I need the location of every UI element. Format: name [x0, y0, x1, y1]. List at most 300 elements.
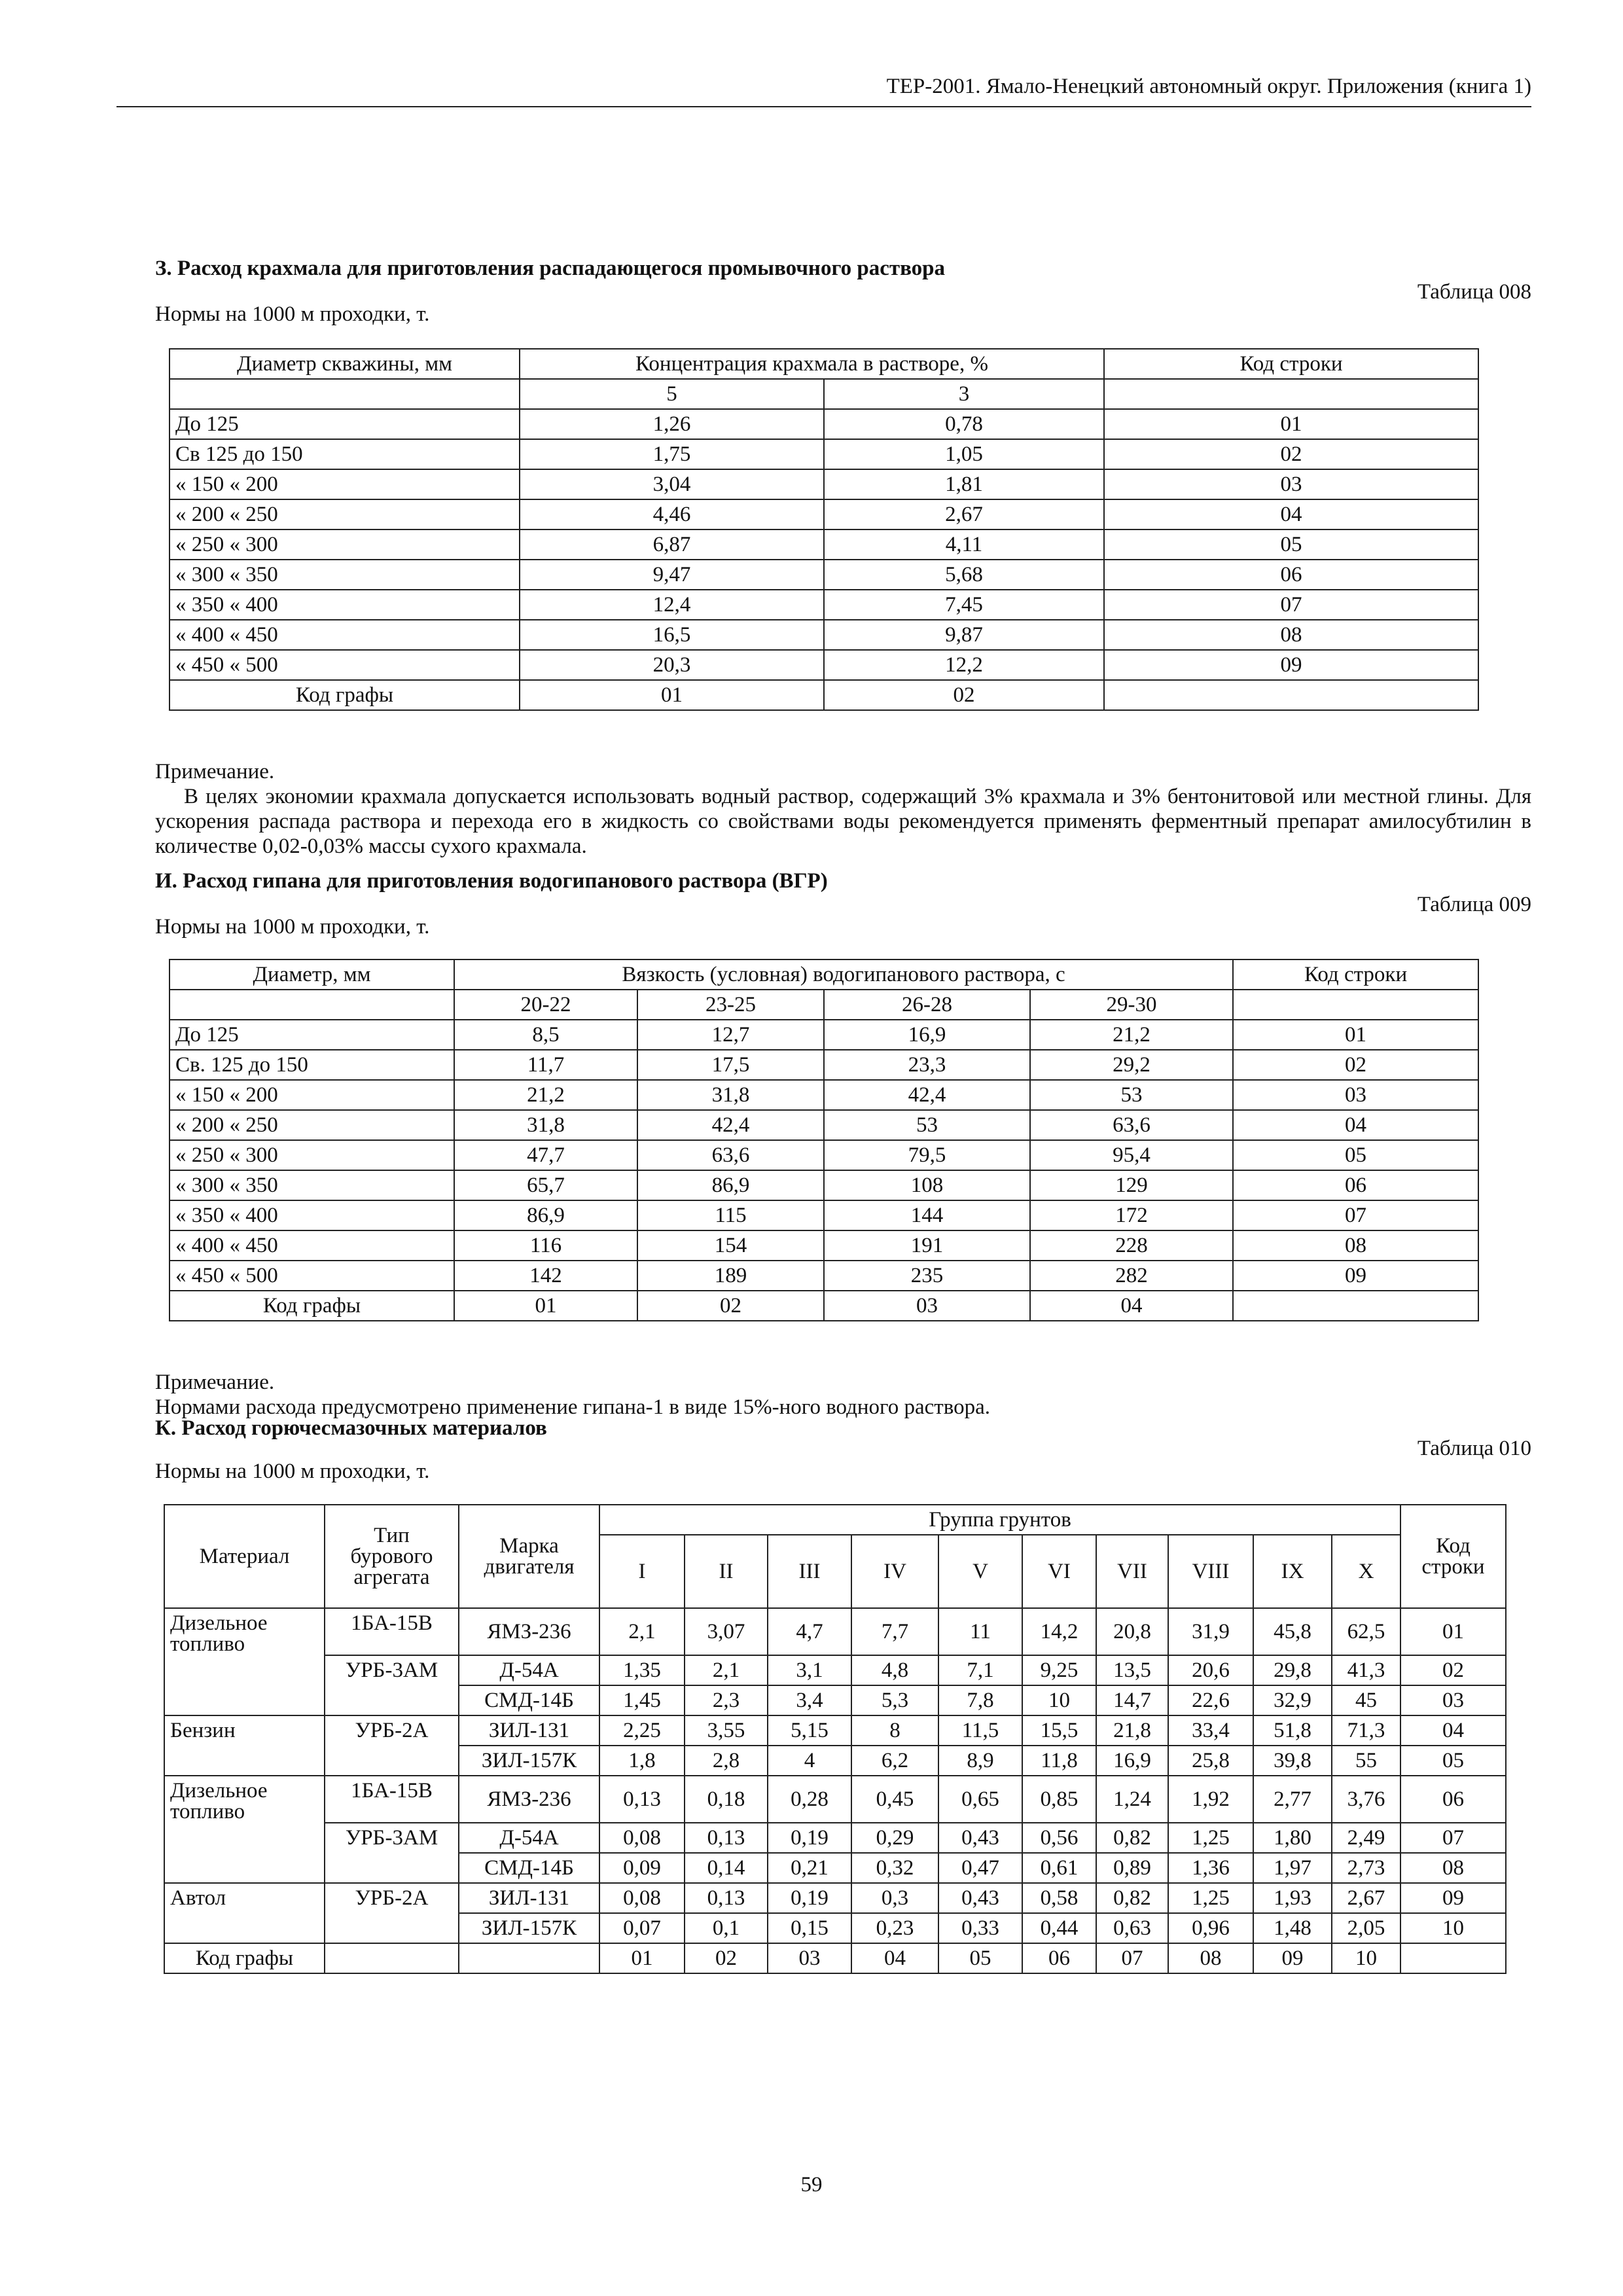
note-title: Примечание.	[155, 1371, 275, 1394]
cell-value: 4,8	[851, 1655, 938, 1685]
cell-value: 86,9	[637, 1170, 824, 1200]
cell-value: 0,3	[851, 1883, 938, 1913]
cell-value: 45,8	[1253, 1608, 1332, 1655]
cell-code: 01	[1233, 1020, 1478, 1050]
header-cell-diameter: Диаметр, мм	[169, 960, 454, 990]
cell-value: 1,26	[520, 409, 824, 439]
footer-code: 03	[824, 1291, 1030, 1321]
header-cell-empty	[169, 990, 454, 1020]
cell-value: 191	[824, 1230, 1030, 1261]
table-row	[169, 1230, 1478, 1261]
cell-value: 0,29	[851, 1823, 938, 1853]
cell-value: 0,13	[599, 1776, 685, 1823]
table-row	[169, 1050, 1478, 1080]
cell-value: 20,3	[520, 650, 824, 680]
row-diameter: « 150 « 200	[169, 469, 520, 499]
section-z-note	[155, 759, 1531, 859]
footer-label: Код графы	[169, 680, 520, 710]
row-diameter: « 250 « 300	[169, 529, 520, 560]
cell-value: 20,6	[1168, 1655, 1253, 1685]
cell-material: Дизельное топливо	[164, 1608, 325, 1715]
cell-engine: Д-54А	[459, 1655, 599, 1685]
cell-value: 228	[1030, 1230, 1233, 1261]
cell-value: 39,8	[1253, 1746, 1332, 1776]
note-text: Нормами расхода предусмотрено применение гипана-1 в виде 15%-ного водного раствора.	[155, 1395, 990, 1419]
cell-value: 0,43	[938, 1883, 1022, 1913]
row-diameter: « 450 « 500	[169, 650, 520, 680]
cell-engine: Д-54А	[459, 1823, 599, 1853]
cell-value: 53	[1030, 1080, 1233, 1110]
cell-value: 0,61	[1022, 1853, 1096, 1883]
cell-value: 53	[824, 1110, 1030, 1140]
cell-engine: ЗИЛ-157К	[459, 1913, 599, 1943]
cell-value: 0,56	[1022, 1823, 1096, 1853]
cell-value: 14,7	[1096, 1685, 1168, 1715]
cell-value: 55	[1332, 1746, 1400, 1776]
cell-value: 31,8	[454, 1110, 637, 1140]
cell-value: 2,73	[1332, 1853, 1400, 1883]
cell-value: 0,33	[938, 1913, 1022, 1943]
cell-value: 3,55	[685, 1715, 768, 1746]
table-row	[169, 590, 1478, 620]
row-diameter: « 350 « 400	[169, 590, 520, 620]
cell-code: 05	[1104, 529, 1478, 560]
cell-value: 5,3	[851, 1685, 938, 1715]
cell-value: 0,85	[1022, 1776, 1096, 1823]
cell-value: 95,4	[1030, 1140, 1233, 1170]
footer-code: 07	[1096, 1943, 1168, 1973]
table-row	[169, 1110, 1478, 1140]
cell-rig: УРБ-2А	[325, 1715, 459, 1776]
cell-value: 15,5	[1022, 1715, 1096, 1746]
page-header	[116, 73, 1531, 107]
cell-value: 0,82	[1096, 1883, 1168, 1913]
cell-value: 0,09	[599, 1853, 685, 1883]
footer-label: Код графы	[164, 1943, 325, 1973]
table-row	[169, 529, 1478, 560]
cell-value: 31,8	[637, 1080, 824, 1110]
cell-value: 12,4	[520, 590, 824, 620]
cell-engine: ЯМЗ-236	[459, 1776, 599, 1823]
table-row	[169, 409, 1478, 439]
cell-value: 0,28	[768, 1776, 851, 1823]
cell-value: 4	[768, 1746, 851, 1776]
cell-value: 16,5	[520, 620, 824, 650]
cell-engine: ЯМЗ-236	[459, 1608, 599, 1655]
footer-code: 08	[1168, 1943, 1253, 1973]
cell-value: 4,46	[520, 499, 824, 529]
cell-value: 71,3	[1332, 1715, 1400, 1746]
cell-value: 0,15	[768, 1913, 851, 1943]
cell-value: 3,76	[1332, 1776, 1400, 1823]
note-text: В целях экономии крахмала допускается использовать водный раствор, содержащий 3% крахмала и 3% бентонитовой или местной глины. Для ускорения распада раствора и перехода его в жидкость со свойствами воды рекомендуется применять ферментный препарат амилосубтилин в количестве 0,02-0,03% массы сухого крахмала.	[155, 785, 1531, 858]
cell-engine: СМД-14Б	[459, 1685, 599, 1715]
cell-code: 10	[1400, 1913, 1506, 1943]
cell-material: Бензин	[164, 1715, 325, 1776]
table-row	[169, 499, 1478, 529]
cell-rig: УРБ-2А	[325, 1883, 459, 1943]
cell-value: 1,48	[1253, 1913, 1332, 1943]
cell-value: 10	[1022, 1685, 1096, 1715]
table-row	[169, 1291, 1478, 1321]
cell-value: 0,78	[824, 409, 1104, 439]
table-row	[169, 1080, 1478, 1110]
table-row	[164, 1505, 1506, 1535]
header-cell-engine: Марка двигателя	[459, 1505, 599, 1608]
page-number: 59	[800, 2173, 823, 2197]
footer-code: 02	[637, 1291, 824, 1321]
table-008	[169, 348, 1479, 711]
table-row	[164, 1715, 1506, 1746]
cell-value: 7,7	[851, 1608, 938, 1655]
cell-value: 13,5	[1096, 1655, 1168, 1685]
cell-code: 02	[1104, 439, 1478, 469]
cell-value: 8,5	[454, 1020, 637, 1050]
header-cell-diameter: Диаметр скважины, мм	[169, 349, 520, 379]
cell-value: 22,6	[1168, 1685, 1253, 1715]
table-row	[169, 650, 1478, 680]
cell-value: 45	[1332, 1685, 1400, 1715]
cell-value: 86,9	[454, 1200, 637, 1230]
cell-value: 6,87	[520, 529, 824, 560]
header-cell-v3: 26-28	[824, 990, 1030, 1020]
section-k-title: К. Расход горючесмазочных материалов	[155, 1416, 547, 1440]
cell-value: 9,25	[1022, 1655, 1096, 1685]
cell-code: 01	[1400, 1608, 1506, 1655]
header-cell-v4: 29-30	[1030, 990, 1233, 1020]
cell-value: 108	[824, 1170, 1030, 1200]
cell-code: 04	[1400, 1715, 1506, 1746]
cell-value: 0,18	[685, 1776, 768, 1823]
cell-value: 31,9	[1168, 1608, 1253, 1655]
header-cell-viscosity: Вязкость (условная) водогипанового раствора, с	[454, 960, 1233, 990]
cell-value: 129	[1030, 1170, 1233, 1200]
cell-code: 09	[1233, 1261, 1478, 1291]
cell-value: 1,25	[1168, 1883, 1253, 1913]
cell-value: 20,8	[1096, 1608, 1168, 1655]
header-cell-v1: 20-22	[454, 990, 637, 1020]
table-row	[169, 439, 1478, 469]
cell-value: 9,47	[520, 560, 824, 590]
cell-value: 47,7	[454, 1140, 637, 1170]
cell-value: 5,68	[824, 560, 1104, 590]
row-diameter: До 125	[169, 409, 520, 439]
cell-value: 0,89	[1096, 1853, 1168, 1883]
cell-value: 62,5	[1332, 1608, 1400, 1655]
cell-value: 11,7	[454, 1050, 637, 1080]
cell-value: 17,5	[637, 1050, 824, 1080]
cell-value: 0,08	[599, 1823, 685, 1853]
table-row	[169, 1020, 1478, 1050]
cell-value: 0,45	[851, 1776, 938, 1823]
cell-value: 8	[851, 1715, 938, 1746]
header-cell-group: VI	[1022, 1535, 1096, 1608]
cell-value: 1,36	[1168, 1853, 1253, 1883]
footer-empty	[1400, 1943, 1506, 1973]
cell-code: 03	[1104, 469, 1478, 499]
footer-code: 02	[685, 1943, 768, 1973]
cell-value: 0,07	[599, 1913, 685, 1943]
cell-value: 14,2	[1022, 1608, 1096, 1655]
cell-value: 4,11	[824, 529, 1104, 560]
section-i-title: И. Расход гипана для приготовления водогипанового раствора (ВГР)	[155, 869, 828, 893]
cell-value: 0,08	[599, 1883, 685, 1913]
cell-value: 1,25	[1168, 1823, 1253, 1853]
cell-value: 0,58	[1022, 1883, 1096, 1913]
cell-code: 09	[1104, 650, 1478, 680]
row-diameter: Св 125 до 150	[169, 439, 520, 469]
table-row	[169, 680, 1478, 710]
table-row	[169, 960, 1478, 990]
cell-value: 1,97	[1253, 1853, 1332, 1883]
cell-value: 116	[454, 1230, 637, 1261]
row-diameter: « 350 « 400	[169, 1200, 454, 1230]
cell-code: 03	[1400, 1685, 1506, 1715]
footer-code: 01	[599, 1943, 685, 1973]
row-diameter: Св. 125 до 150	[169, 1050, 454, 1080]
cell-value: 235	[824, 1261, 1030, 1291]
header-cell-group: IV	[851, 1535, 938, 1608]
cell-value: 2,3	[685, 1685, 768, 1715]
cell-code: 08	[1233, 1230, 1478, 1261]
row-diameter: « 200 « 250	[169, 1110, 454, 1140]
cell-value: 33,4	[1168, 1715, 1253, 1746]
cell-value: 7,45	[824, 590, 1104, 620]
cell-code: 01	[1104, 409, 1478, 439]
table-010-label: Таблица 010	[1417, 1437, 1531, 1460]
cell-value: 8,9	[938, 1746, 1022, 1776]
cell-value: 0,13	[685, 1823, 768, 1853]
cell-value: 0,23	[851, 1913, 938, 1943]
cell-value: 7,8	[938, 1685, 1022, 1715]
cell-code: 04	[1104, 499, 1478, 529]
section-k-norms: Нормы на 1000 м проходки, т.	[155, 1460, 430, 1483]
cell-value: 0,1	[685, 1913, 768, 1943]
header-cell-group: II	[685, 1535, 768, 1608]
section-z-norms: Нормы на 1000 м проходки, т.	[155, 302, 430, 326]
cell-value: 0,21	[768, 1853, 851, 1883]
cell-value: 12,2	[824, 650, 1104, 680]
cell-value: 0,19	[768, 1823, 851, 1853]
cell-value: 21,2	[454, 1080, 637, 1110]
cell-code: 07	[1104, 590, 1478, 620]
header-cell-group: III	[768, 1535, 851, 1608]
header-cell-empty	[1233, 990, 1478, 1020]
cell-value: 144	[824, 1200, 1030, 1230]
cell-value: 0,19	[768, 1883, 851, 1913]
cell-value: 0,47	[938, 1853, 1022, 1883]
cell-value: 0,82	[1096, 1823, 1168, 1853]
cell-value: 0,65	[938, 1776, 1022, 1823]
cell-value: 3,1	[768, 1655, 851, 1685]
cell-value: 29,2	[1030, 1050, 1233, 1080]
footer-code: 06	[1022, 1943, 1096, 1973]
header-cell-concentration: Концентрация крахмала в растворе, %	[520, 349, 1104, 379]
cell-code: 03	[1233, 1080, 1478, 1110]
cell-value: 142	[454, 1261, 637, 1291]
cell-value: 42,4	[637, 1110, 824, 1140]
cell-code: 02	[1233, 1050, 1478, 1080]
cell-value: 11,8	[1022, 1746, 1096, 1776]
table-010	[164, 1504, 1507, 1974]
cell-material: Дизельное топливо	[164, 1776, 325, 1883]
table-row	[169, 1140, 1478, 1170]
cell-code: 07	[1233, 1200, 1478, 1230]
table-row	[169, 990, 1478, 1020]
cell-value: 0,63	[1096, 1913, 1168, 1943]
header-cell-group: VIII	[1168, 1535, 1253, 1608]
footer-empty	[459, 1943, 599, 1973]
cell-value: 1,35	[599, 1655, 685, 1685]
table-row	[169, 1261, 1478, 1291]
table-row	[169, 379, 1478, 409]
header-cell-group: I	[599, 1535, 685, 1608]
cell-code: 02	[1400, 1655, 1506, 1685]
cell-value: 2,1	[599, 1608, 685, 1655]
cell-value: 1,45	[599, 1685, 685, 1715]
cell-value: 3,04	[520, 469, 824, 499]
cell-code: 08	[1400, 1853, 1506, 1883]
table-row	[164, 1608, 1506, 1655]
cell-value: 0,32	[851, 1853, 938, 1883]
cell-value: 63,6	[637, 1140, 824, 1170]
row-diameter: « 400 « 450	[169, 620, 520, 650]
cell-value: 2,05	[1332, 1913, 1400, 1943]
cell-code: 05	[1233, 1140, 1478, 1170]
footer-code: 03	[768, 1943, 851, 1973]
row-diameter: « 250 « 300	[169, 1140, 454, 1170]
header-cell-c3: 3	[824, 379, 1104, 409]
cell-value: 154	[637, 1230, 824, 1261]
cell-value: 7,1	[938, 1655, 1022, 1685]
table-row	[169, 1200, 1478, 1230]
cell-value: 3,07	[685, 1608, 768, 1655]
row-diameter: « 150 « 200	[169, 1080, 454, 1110]
cell-value: 23,3	[824, 1050, 1030, 1080]
footer-empty	[1104, 680, 1478, 710]
row-diameter: До 125	[169, 1020, 454, 1050]
cell-value: 2,25	[599, 1715, 685, 1746]
table-row	[164, 1823, 1506, 1853]
cell-value: 79,5	[824, 1140, 1030, 1170]
cell-value: 2,67	[1332, 1883, 1400, 1913]
cell-value: 1,05	[824, 439, 1104, 469]
cell-value: 2,1	[685, 1655, 768, 1685]
table-row	[169, 1170, 1478, 1200]
header-cell-group: X	[1332, 1535, 1400, 1608]
cell-value: 32,9	[1253, 1685, 1332, 1715]
table-row	[169, 349, 1478, 379]
header-cell-c5: 5	[520, 379, 824, 409]
cell-value: 6,2	[851, 1746, 938, 1776]
cell-value: 51,8	[1253, 1715, 1332, 1746]
cell-value: 0,44	[1022, 1913, 1096, 1943]
table-row	[164, 1943, 1506, 1973]
note-title: Примечание.	[155, 760, 275, 783]
footer-empty	[1233, 1291, 1478, 1321]
section-z-title: З. Расход крахмала для приготовления распадающегося промывочного раствора	[155, 257, 946, 280]
header-text: ТЕР-2001. Ямало-Ненецкий автономный округ. Приложения (книга 1)	[886, 75, 1531, 98]
cell-rig: УРБ-3АМ	[325, 1655, 459, 1715]
cell-value: 1,8	[599, 1746, 685, 1776]
row-diameter: « 300 « 350	[169, 1170, 454, 1200]
cell-value: 2,67	[824, 499, 1104, 529]
footer-code: 04	[851, 1943, 938, 1973]
cell-value: 5,15	[768, 1715, 851, 1746]
section-i-norms: Нормы на 1000 м проходки, т.	[155, 915, 430, 939]
cell-value: 42,4	[824, 1080, 1030, 1110]
cell-rig: 1БА-15В	[325, 1608, 459, 1655]
cell-code: 07	[1400, 1823, 1506, 1853]
cell-material: Автол	[164, 1883, 325, 1943]
cell-value: 282	[1030, 1261, 1233, 1291]
cell-engine: СМД-14Б	[459, 1853, 599, 1883]
header-cell-rig: Тип бурового агрегата	[325, 1505, 459, 1608]
section-i-note	[155, 1370, 1531, 1420]
cell-engine: ЗИЛ-157К	[459, 1746, 599, 1776]
table-009-label: Таблица 009	[1417, 893, 1531, 916]
header-cell-empty	[1104, 379, 1478, 409]
cell-value: 11,5	[938, 1715, 1022, 1746]
cell-code: 08	[1104, 620, 1478, 650]
header-cell-group: VII	[1096, 1535, 1168, 1608]
footer-label: Код графы	[169, 1291, 454, 1321]
table-row	[164, 1655, 1506, 1685]
footer-code: 02	[824, 680, 1104, 710]
cell-value: 1,24	[1096, 1776, 1168, 1823]
cell-value: 0,14	[685, 1853, 768, 1883]
cell-value: 16,9	[1096, 1746, 1168, 1776]
header-cell-code: Код строки	[1400, 1505, 1506, 1608]
cell-value: 0,43	[938, 1823, 1022, 1853]
cell-engine: ЗИЛ-131	[459, 1715, 599, 1746]
cell-value: 0,13	[685, 1883, 768, 1913]
cell-value: 25,8	[1168, 1746, 1253, 1776]
cell-engine: ЗИЛ-131	[459, 1883, 599, 1913]
table-row	[164, 1883, 1506, 1913]
table-009	[169, 959, 1479, 1321]
header-cell-empty	[169, 379, 520, 409]
header-cell-code: Код строки	[1104, 349, 1478, 379]
footer-code: 09	[1253, 1943, 1332, 1973]
header-cell-group: V	[938, 1535, 1022, 1608]
table-row	[164, 1776, 1506, 1823]
cell-value: 0,96	[1168, 1913, 1253, 1943]
cell-value: 1,93	[1253, 1883, 1332, 1913]
header-cell-material: Материал	[164, 1505, 325, 1608]
cell-code: 04	[1233, 1110, 1478, 1140]
cell-value: 2,77	[1253, 1776, 1332, 1823]
cell-value: 16,9	[824, 1020, 1030, 1050]
cell-value: 21,8	[1096, 1715, 1168, 1746]
footer-empty	[325, 1943, 459, 1973]
footer-code: 10	[1332, 1943, 1400, 1973]
cell-code: 06	[1233, 1170, 1478, 1200]
cell-value: 1,75	[520, 439, 824, 469]
cell-value: 115	[637, 1200, 824, 1230]
header-cell-code: Код строки	[1233, 960, 1478, 990]
cell-value: 41,3	[1332, 1655, 1400, 1685]
table-row	[169, 620, 1478, 650]
cell-value: 9,87	[824, 620, 1104, 650]
cell-value: 2,8	[685, 1746, 768, 1776]
header-cell-v2: 23-25	[637, 990, 824, 1020]
cell-value: 63,6	[1030, 1110, 1233, 1140]
cell-value: 3,4	[768, 1685, 851, 1715]
cell-value: 172	[1030, 1200, 1233, 1230]
header-cell-group: IX	[1253, 1535, 1332, 1608]
table-row	[169, 560, 1478, 590]
